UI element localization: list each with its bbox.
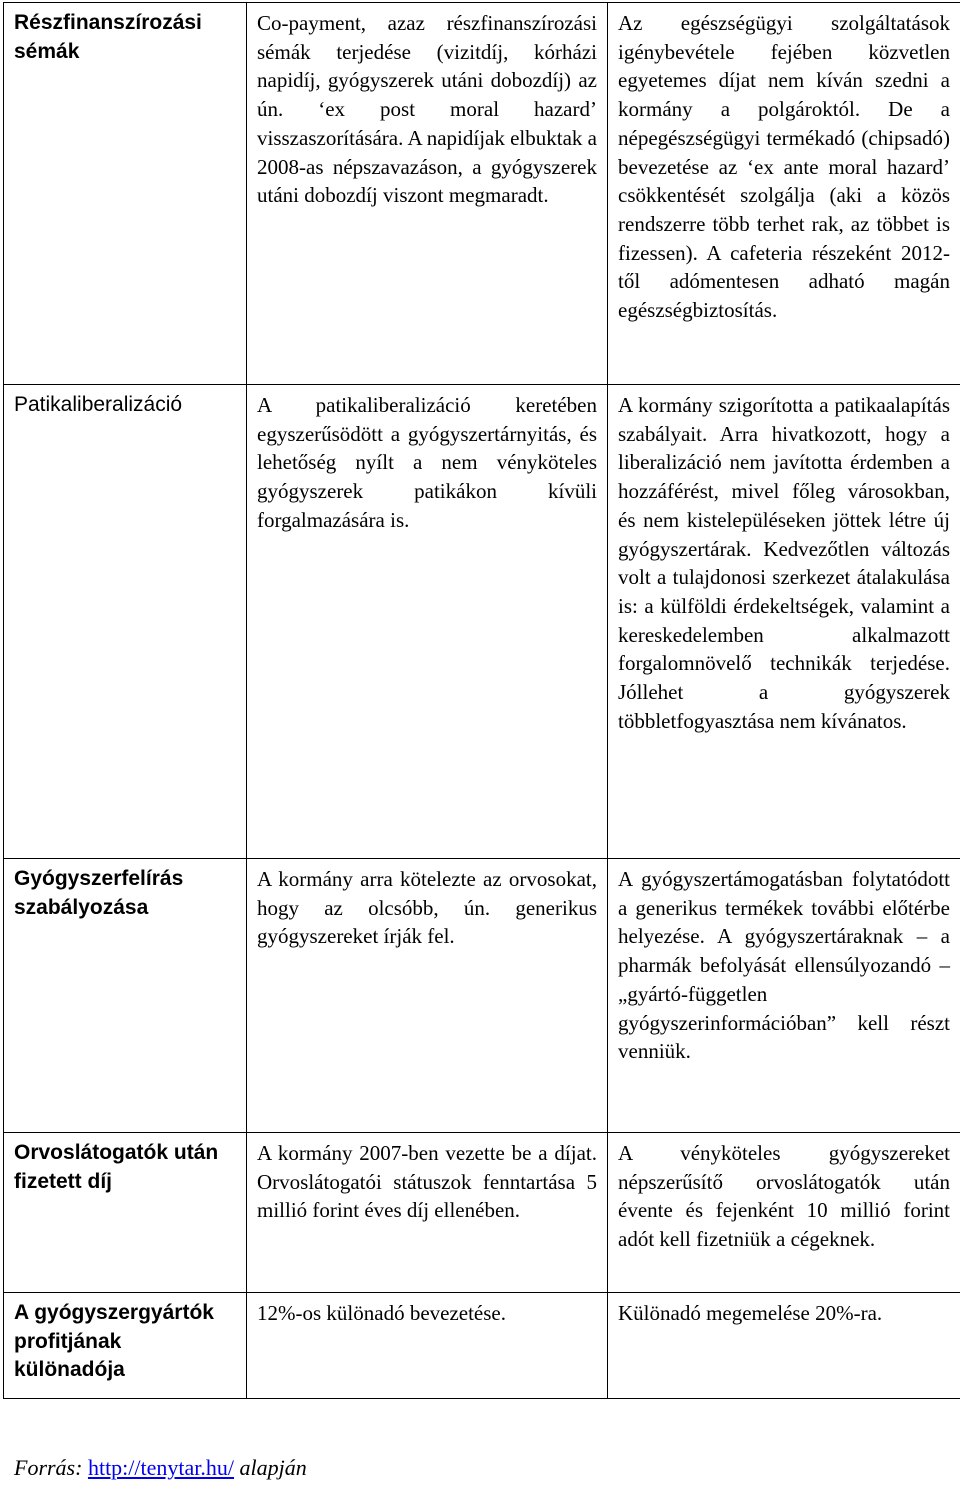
policy-comparison-table — [3, 2, 960, 1399]
previous-measure: A kormány 2007-ben vezette be a díjat. Orvoslátogatói státuszok fenntartása 5 millió forint éves díj ellenében. — [247, 1133, 608, 1293]
table-row — [4, 1293, 960, 1399]
current-measure: Különadó megemelése 20%-ra. — [608, 1293, 960, 1399]
table-row — [4, 3, 960, 385]
previous-measure: Co-payment, azaz részfinanszírozási sémák terjedése (vizitdíj, kórházi napidíj, gyógyszerek utáni dobozdíj) az ún. ‘ex post moral hazard’ visszaszorítására. A napidíjak elbuktak a 2008-as népszavazáson, a gyógyszerek utáni dobozdíj viszont megmaradt. — [247, 3, 608, 385]
previous-measure: A patikaliberalizáció keretében egyszerűsödött a gyógyszertárnyitás, és lehetőség nyílt a nem vényköteles gyógyszerek patikákon kívüli forgalmazására is. — [247, 385, 608, 859]
source-note — [14, 1454, 307, 1482]
source-label: Forrás: — [14, 1455, 83, 1480]
row-topic: Orvoslátogatók után fizetett díj — [4, 1133, 247, 1293]
current-measure: Az egészségügyi szolgáltatások igénybevétele fejében közvetlen egyetemes díjat nem kíván szedni a kormány a polgároktól. De a népegészségügyi termékadó (chipsadó) bevezetése az ‘ex ante moral hazard’ csökkentését szolgálja (aki a közös rendszerre több terhet rak, az többet is fizessen). A cafeteria részeként 2012-től adómentesen adható magán egészségbiztosítás. — [608, 3, 960, 385]
current-measure: A gyógyszertámogatásban folytatódott a generikus termékek további előtérbe helyezése. A gyógyszertáraknak – a pharmák befolyását ellensúlyozandó – „gyártó-független gyógyszerinformációban” kell részt venniük. — [608, 859, 960, 1133]
source-link[interactable]: http://tenytar.hu/ — [87, 1455, 234, 1480]
current-measure: A kormány szigorította a patikaalapítás szabályait. Arra hivatkozott, hogy a liberalizáció nem javította érdemben a hozzáférést, mivel főleg városokban, és nem kistelepüléseken jöttek létre új gyógyszertárak. Kedvezőtlen változás volt a tulajdonosi szerkezet átalakulása is: a külföldi érdekeltségek, valamint a kereskedelemben alkalmazott forgalomnövelő technikák terjedése. Jóllehet a gyógyszerek többletfogyasztása nem kívánatos. — [608, 385, 960, 859]
source-suffix: alapján — [239, 1455, 307, 1480]
previous-measure: A kormány arra kötelezte az orvosokat, hogy az olcsóbb, ún. generikus gyógyszereket írják fel. — [247, 859, 608, 1133]
row-topic: Patikaliberalizáció — [4, 385, 247, 859]
row-topic: Gyógyszerfelírás szabályozása — [4, 859, 247, 1133]
row-topic: A gyógyszergyártók profitjának különadója — [4, 1293, 247, 1399]
table-row — [4, 1133, 960, 1293]
table-row — [4, 859, 960, 1133]
table-row — [4, 385, 960, 859]
row-topic: Részfinanszírozási sémák — [4, 3, 247, 385]
previous-measure: 12%-os különadó bevezetése. — [247, 1293, 608, 1399]
current-measure: A vényköteles gyógyszereket népszerűsítő orvoslátogatók után évente és fejenként 10 millió forint adót kell fizetniük a cégeknek. — [608, 1133, 960, 1293]
